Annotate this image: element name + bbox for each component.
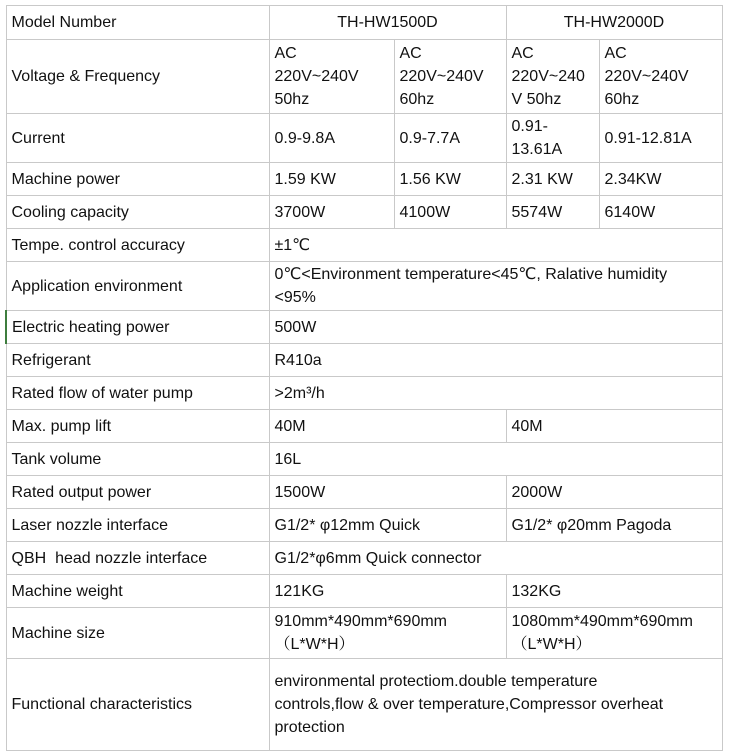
label-weight: Machine weight — [6, 575, 269, 608]
environment-line: <95% — [274, 289, 316, 306]
size-b-line: （L*W*H） — [511, 636, 592, 653]
refrigerant-value: R410a — [269, 344, 722, 377]
voltage-a1-line: AC — [274, 45, 297, 62]
voltage-a1 — [269, 40, 394, 114]
row-weight — [6, 575, 722, 608]
pump-lift-a: 40M — [269, 410, 506, 443]
laser-nozzle-b: G1/2* φ20mm Pagoda — [506, 509, 722, 542]
weight-a: 121KG — [269, 575, 506, 608]
label-tank: Tank volume — [6, 443, 269, 476]
voltage-a1-line: 220V~240V — [274, 68, 359, 85]
label-functional: Functional characteristics — [6, 659, 269, 751]
row-current — [6, 114, 722, 163]
row-model-number — [6, 6, 722, 40]
current-b1-line: 13.61A — [511, 141, 563, 158]
size-b — [506, 608, 722, 659]
label-output-power: Rated output power — [6, 476, 269, 509]
voltage-b1-line: AC — [511, 45, 534, 62]
pump-lift-b: 40M — [506, 410, 722, 443]
row-laser-nozzle — [6, 509, 722, 542]
row-temp-accuracy — [6, 229, 722, 262]
temp-accuracy-value: ±1℃ — [269, 229, 722, 262]
output-power-b: 2000W — [506, 476, 722, 509]
model-a-header: TH-HW1500D — [269, 6, 506, 40]
cooling-a2: 4100W — [394, 196, 506, 229]
voltage-b1-line: V 50hz — [511, 91, 562, 108]
current-b2: 0.91-12.81A — [599, 114, 722, 163]
voltage-a2-line: 220V~240V — [399, 68, 484, 85]
voltage-b1-line: 220V~240 — [511, 68, 585, 85]
voltage-a2-line: 60hz — [399, 91, 435, 108]
cooling-b1: 5574W — [506, 196, 599, 229]
size-a-line: （L*W*H） — [274, 636, 355, 653]
current-a2: 0.9-7.7A — [394, 114, 506, 163]
row-voltage — [6, 40, 722, 114]
row-heating — [6, 311, 722, 344]
voltage-a2-line: AC — [399, 45, 422, 62]
output-power-a: 1500W — [269, 476, 506, 509]
current-a1: 0.9-9.8A — [269, 114, 394, 163]
environment-line: 0℃<Environment temperature<45℃, Ralative humidity — [274, 266, 668, 283]
current-b1-line: 0.91- — [511, 118, 548, 135]
label-temp-accuracy: Tempe. control accuracy — [6, 229, 269, 262]
label-size: Machine size — [6, 608, 269, 659]
size-b-line: 1080mm*490mm*690mm — [511, 613, 693, 630]
label-laser-nozzle: Laser nozzle interface — [6, 509, 269, 542]
heating-value: 500W — [269, 311, 722, 344]
cooling-b2: 6140W — [599, 196, 722, 229]
label-cooling: Cooling capacity — [6, 196, 269, 229]
machine-power-a2: 1.56 KW — [394, 163, 506, 196]
row-tank — [6, 443, 722, 476]
label-machine-power: Machine power — [6, 163, 269, 196]
voltage-b2-line: AC — [604, 45, 627, 62]
voltage-b2 — [599, 40, 722, 114]
functional-value — [269, 659, 722, 751]
model-b-header: TH-HW2000D — [506, 6, 722, 40]
voltage-b2-line: 220V~240V — [604, 68, 689, 85]
label-qbh: QBH head nozzle interface — [6, 542, 269, 575]
label-pump-lift: Max. pump lift — [6, 410, 269, 443]
laser-nozzle-a: G1/2* φ12mm Quick — [269, 509, 506, 542]
weight-b: 132KG — [506, 575, 722, 608]
machine-power-b1: 2.31 KW — [506, 163, 599, 196]
voltage-b2-line: 60hz — [604, 91, 640, 108]
row-machine-power — [6, 163, 722, 196]
functional-line: environmental protectiom.double temperature — [274, 673, 598, 690]
row-pump-lift — [6, 410, 722, 443]
row-functional — [6, 659, 722, 751]
voltage-a2 — [394, 40, 506, 114]
label-flow: Rated flow of water pump — [6, 377, 269, 410]
machine-power-a1: 1.59 KW — [269, 163, 394, 196]
row-flow — [6, 377, 722, 410]
row-output-power — [6, 476, 722, 509]
size-a-line: 910mm*490mm*690mm — [274, 613, 448, 630]
spec-table — [5, 5, 723, 751]
row-size — [6, 608, 722, 659]
flow-value: >2m³/h — [269, 377, 722, 410]
tank-value: 16L — [269, 443, 722, 476]
row-qbh — [6, 542, 722, 575]
row-cooling — [6, 196, 722, 229]
row-refrigerant — [6, 344, 722, 377]
label-heating: Electric heating power — [6, 311, 269, 344]
current-b1 — [506, 114, 599, 163]
label-model-number: Model Number — [6, 6, 269, 40]
label-refrigerant: Refrigerant — [6, 344, 269, 377]
qbh-value: G1/2*φ6mm Quick connector — [269, 542, 722, 575]
label-voltage: Voltage & Frequency — [6, 40, 269, 114]
voltage-a1-line: 50hz — [274, 91, 310, 108]
size-a — [269, 608, 506, 659]
row-environment — [6, 262, 722, 311]
cooling-a1: 3700W — [269, 196, 394, 229]
label-environment: Application environment — [6, 262, 269, 311]
voltage-b1 — [506, 40, 599, 114]
environment-value — [269, 262, 722, 311]
functional-line: protection — [274, 719, 345, 736]
label-current: Current — [6, 114, 269, 163]
machine-power-b2: 2.34KW — [599, 163, 722, 196]
functional-line: controls,flow & over temperature,Compressor overheat — [274, 696, 664, 713]
